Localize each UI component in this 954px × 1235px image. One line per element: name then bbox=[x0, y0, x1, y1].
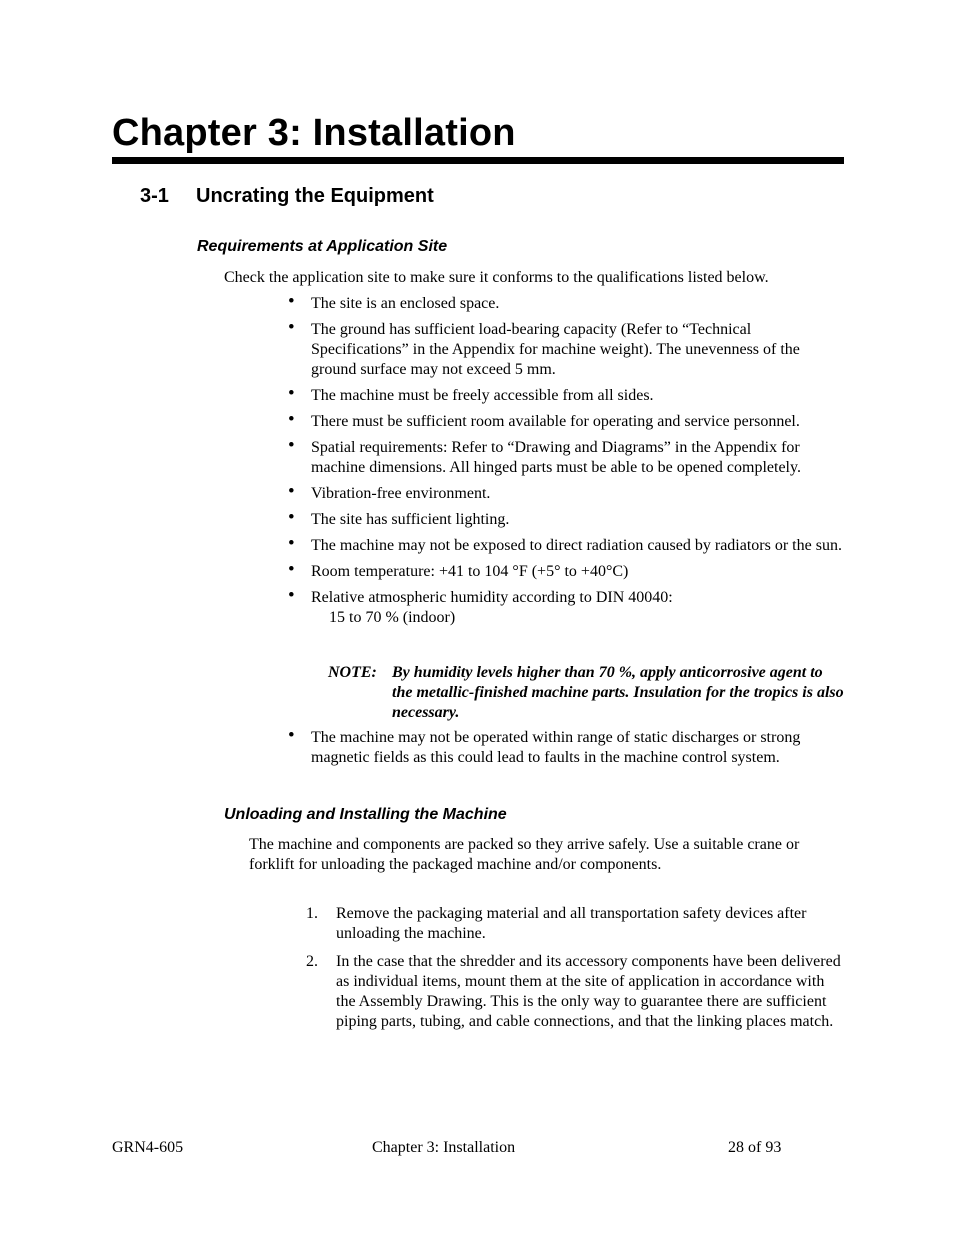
list-item-text: The machine may not be operated within range of static discharges or strong magnetic fields as this could lead to faults in the machine control system. bbox=[311, 729, 801, 766]
note-label: NOTE: bbox=[328, 664, 377, 681]
requirements-heading: Requirements at Application Site bbox=[197, 238, 448, 255]
footer-doc-id: GRN4-605 bbox=[112, 1139, 184, 1156]
list-item bbox=[288, 533, 844, 556]
section-number: 3-1 bbox=[140, 185, 169, 207]
bullet-icon: • bbox=[288, 291, 295, 312]
step-number: 2. bbox=[306, 953, 318, 970]
list-item bbox=[288, 409, 844, 432]
list-item-text: Spatial requirements: Refer to “Drawing and Diagrams” in the Appendix for machine dimensions. All hinged parts must be able to be opened completely. bbox=[311, 439, 801, 476]
bullet-icon: • bbox=[288, 585, 295, 606]
list-item-text: The machine may not be exposed to direct radiation caused by radiators or the sun. bbox=[311, 537, 842, 554]
unloading-intro: The machine and components are packed so they arrive safely. Use a suitable crane or forklift for unloading the packaged machine and/or components. bbox=[249, 836, 800, 873]
section-heading bbox=[140, 185, 434, 208]
unloading-steps bbox=[306, 904, 844, 1040]
requirements-intro: Check the application site to make sure it conforms to the qualifications listed below. bbox=[224, 269, 769, 286]
list-item bbox=[288, 507, 844, 530]
list-item-text: The ground has sufficient load-bearing capacity (Refer to “Technical Specifications” in the Appendix for machine weight). The unevenness of the ground surface may not exceed 5 mm. bbox=[311, 321, 800, 378]
bullet-icon: • bbox=[288, 383, 295, 404]
humidity-line-1: Relative atmospheric humidity according to DIN 40040: bbox=[311, 589, 673, 606]
list-item-text: Room temperature: +41 to 104 °F (+5° to +40°C) bbox=[311, 563, 629, 580]
humidity-line-2: 15 to 70 % (indoor) bbox=[329, 609, 456, 626]
note-block bbox=[328, 663, 844, 723]
list-item bbox=[288, 317, 844, 380]
step-item bbox=[306, 952, 844, 1032]
step-text: Remove the packaging material and all transportation safety devices after unloading the machine. bbox=[336, 905, 807, 942]
bullet-icon: • bbox=[288, 317, 295, 338]
list-item-text: The site has sufficient lighting. bbox=[311, 511, 510, 528]
bullet-icon: • bbox=[288, 725, 295, 746]
bullet-icon: • bbox=[288, 409, 295, 430]
list-item bbox=[288, 383, 844, 406]
list-item bbox=[288, 585, 844, 628]
list-item bbox=[288, 435, 844, 478]
list-item-text: The machine must be freely accessible from all sides. bbox=[311, 387, 654, 404]
bullet-icon: • bbox=[288, 559, 295, 580]
chapter-title-rule bbox=[112, 157, 844, 164]
list-item-text: There must be sufficient room available for operating and service personnel. bbox=[311, 413, 800, 430]
step-item bbox=[306, 904, 844, 944]
requirements-list bbox=[288, 291, 844, 634]
chapter-title: Chapter 3: Installation bbox=[112, 112, 516, 154]
list-item bbox=[288, 559, 844, 582]
unloading-heading: Unloading and Installing the Machine bbox=[224, 806, 507, 823]
list-item bbox=[288, 291, 844, 314]
bullet-icon: • bbox=[288, 435, 295, 456]
bullet-icon: • bbox=[288, 507, 295, 528]
list-item-text: The site is an enclosed space. bbox=[311, 295, 500, 312]
footer-page-number: 28 of 93 bbox=[728, 1139, 782, 1156]
bullet-icon: • bbox=[288, 481, 295, 502]
requirements-list-continued bbox=[288, 725, 844, 774]
bullet-icon: • bbox=[288, 533, 295, 554]
step-text: In the case that the shredder and its accessory components have been delivered as individual items, mount them at the site of application in accordance with the Assembly Drawing. This is the only way to guarantee there are sufficient piping parts, tubing, and cable connections, and that the linking places match. bbox=[336, 953, 841, 1030]
footer-chapter: Chapter 3: Installation bbox=[372, 1139, 516, 1156]
section-title: Uncrating the Equipment bbox=[196, 185, 434, 207]
note-text: By humidity levels higher than 70 %, apply anticorrosive agent to the metallic-finished machine parts. Insulation for the tropics is also necessary. bbox=[392, 664, 844, 721]
list-item bbox=[288, 725, 844, 768]
list-item-text: Vibration-free environment. bbox=[311, 485, 491, 502]
list-item bbox=[288, 481, 844, 504]
step-number: 1. bbox=[306, 905, 318, 922]
